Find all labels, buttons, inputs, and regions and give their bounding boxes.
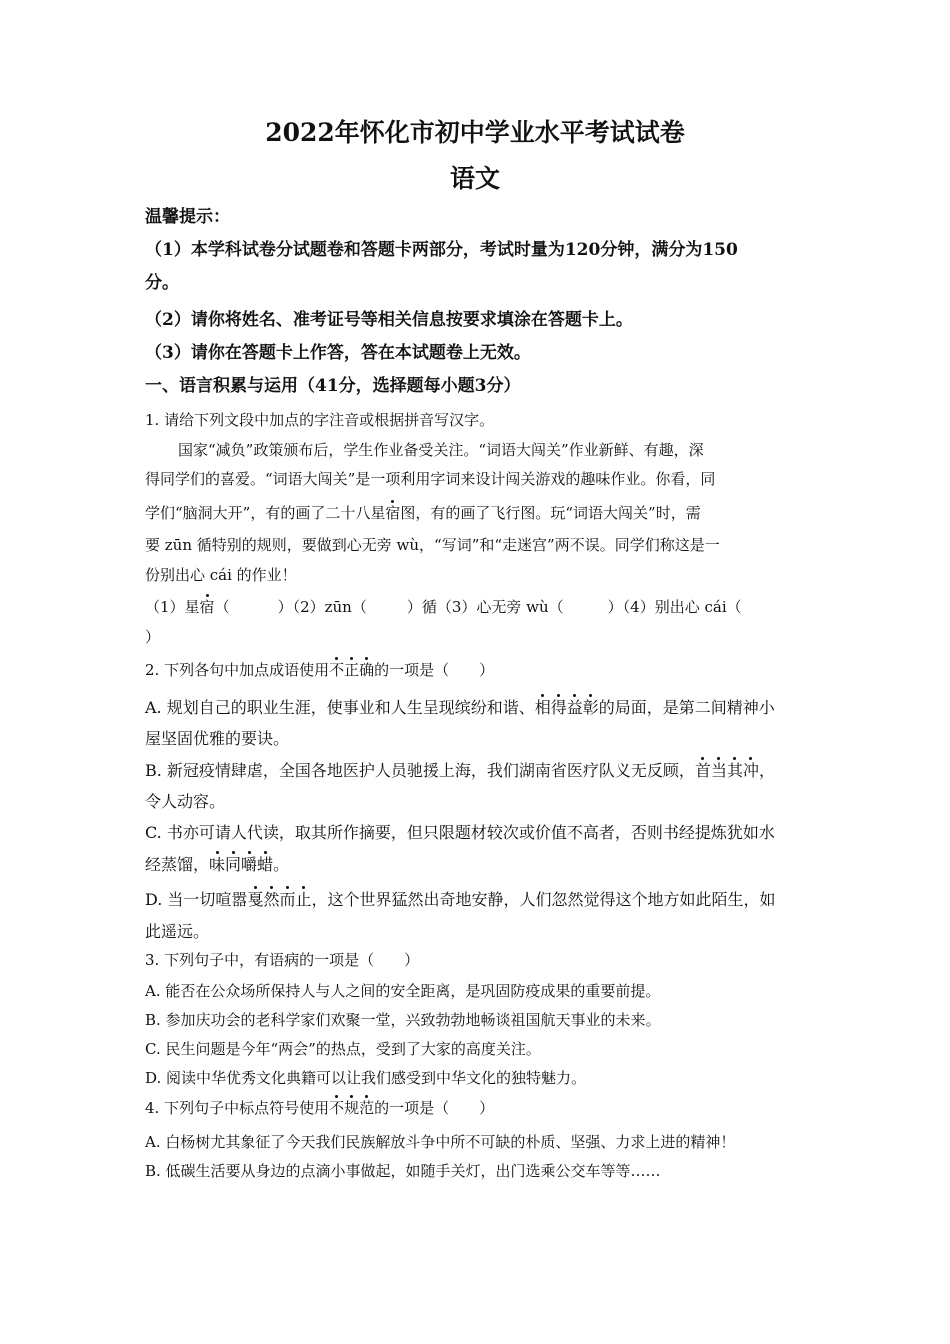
- dotted-char: 宿: [385, 504, 401, 522]
- option-text: 。: [273, 855, 290, 874]
- q1-passage-line: 得同学们的喜爱。“词语大闯关”是一项利用字词来设计闯关游戏的趣味作业。你看，同: [145, 470, 716, 488]
- q2-stem-text: 的一项是（ ）: [374, 661, 495, 679]
- q1-passage-line: [145, 506, 701, 521]
- q2-option-c-cont: [145, 857, 289, 873]
- exam-subject: 语文: [449, 164, 500, 193]
- dotted-char: 然: [263, 890, 280, 909]
- dotted-char: 不: [329, 661, 345, 679]
- option-text: 的局面，是第二间精神小: [598, 698, 775, 717]
- option-text: ，这个世界猛然出奇地安静，人们忽然觉得这个地方如此陌生，如: [311, 890, 776, 909]
- exam-title: 2022年怀化市初中学业水平考试试卷: [265, 118, 685, 147]
- dotted-char: 同: [225, 855, 242, 874]
- tips-line-3: （3）请你在答题卡上作答，答在本试题卷上无效。: [145, 343, 531, 363]
- section-1-heading: 一、语言积累与运用（41分，选择题每小题3分）: [145, 376, 521, 396]
- q2-option-c: C. 书亦可请人代读，取其所作摘要，但只限题材较次或价值不高者，否则书经提炼犹如水: [145, 823, 775, 842]
- q2-option-d-cont: 此遥远。: [145, 922, 210, 941]
- q2-option-a-cont: 屋坚固优雅的要诀。: [145, 729, 290, 748]
- q2-option-d: [145, 892, 776, 908]
- q3-option-d: D. 阅读中华优秀文化典籍可以让我们感受到中华文化的独特魅力。: [145, 1069, 587, 1087]
- q1-passage-line: 国家“减负”政策颁布后，学生作业备受关注。“词语大闯关”作业新鲜、有趣，深: [178, 441, 704, 459]
- q2-option-b-cont: 令人动容。: [145, 792, 226, 811]
- q1-answer-text: ）（4）别出心 cái（: [607, 598, 742, 616]
- dotted-char: 其: [726, 761, 743, 780]
- dotted-char: 蜡: [257, 855, 274, 874]
- dotted-char: 当: [710, 761, 727, 780]
- option-text: A. 规划自己的职业生涯，使事业和人生呈现缤纷和谐、: [145, 698, 535, 717]
- dotted-char: 首: [694, 761, 711, 780]
- q4-stem-text: 的一项是（ ）: [374, 1099, 495, 1117]
- dotted-char: 正: [344, 661, 360, 679]
- option-text: B. 新冠疫情肆虐，全国各地医护人员驰援上海，我们湖南省医疗队义无反顾，: [145, 761, 695, 780]
- q1-answer-line: [145, 600, 742, 615]
- q4-option-a: A. 白杨树尤其象征了今天我们民族解放斗争中所不可缺的朴质、坚强、力求上进的精神！: [145, 1133, 736, 1151]
- q1-stem: 1. 请给下列文段中加点的字注音或根据拼音写汉字。: [145, 411, 495, 429]
- q1-passage-line: 份别出心 cái 的作业！: [145, 566, 297, 584]
- dotted-char: 彰: [582, 698, 599, 717]
- q4-stem-text: 4. 下列句子中标点符号使用: [145, 1099, 330, 1117]
- dotted-char: 益: [566, 698, 583, 717]
- dotted-char: 相: [534, 698, 551, 717]
- q3-option-a: A. 能否在公众场所保持人与人之间的安全距离，是巩固防疫成果的重要前提。: [145, 982, 661, 1000]
- dotted-char: 止: [295, 890, 312, 909]
- q2-option-b: [145, 763, 775, 779]
- tips-line-1: （1）本学科试卷分试题卷和答题卡两部分，考试时量为120分钟，满分为150: [145, 240, 738, 260]
- q1-passage-line: 要 zūn 循特别的规则，要做到心无旁 wù，“写词”和“走迷宫”两不误。同学们称这是一: [145, 536, 720, 554]
- q3-option-b: B. 参加庆功会的老科学家们欢聚一堂，兴致勃勃地畅谈祖国航天事业的未来。: [145, 1011, 661, 1029]
- dotted-char: 规: [344, 1099, 360, 1117]
- q1-answer-text: （: [214, 598, 230, 616]
- dotted-char: 不: [329, 1099, 345, 1117]
- q4-stem: [145, 1101, 494, 1116]
- option-text: ，: [759, 761, 776, 780]
- q1-answer-text: ）（2）zūn（: [277, 598, 367, 616]
- dotted-char: 得: [550, 698, 567, 717]
- q1-passage-text: 学们“脑洞大开”，有的画了二十八星: [145, 504, 386, 522]
- dotted-char: 味: [209, 855, 226, 874]
- q4-option-b: B. 低碳生活要从身边的点滴小事做起，如随手关灯，出门选乘公交车等等……: [145, 1162, 661, 1180]
- dotted-char: 冲: [742, 761, 759, 780]
- tips-line-2: （2）请你将姓名、准考证号等相关信息按要求填涂在答题卡上。: [145, 310, 633, 330]
- option-text: 经蒸馏，: [145, 855, 210, 874]
- q2-stem-text: 2. 下列各句中加点成语使用: [145, 661, 330, 679]
- q2-stem: [145, 663, 494, 678]
- q3-option-c: C. 民生问题是今年“两会”的热点，受到了大家的高度关注。: [145, 1040, 541, 1058]
- q1-answer-text: （1）星: [145, 598, 200, 616]
- q3-stem: 3. 下列句子中，有语病的一项是（ ）: [145, 951, 420, 969]
- tips-heading: 温馨提示：: [145, 207, 230, 227]
- q1-answer-text: ）循（3）心无旁 wù（: [406, 598, 564, 616]
- option-text: D. 当一切喧嚣: [145, 890, 248, 909]
- dotted-char: 戛: [247, 890, 264, 909]
- tips-line-1-cont: 分。: [145, 273, 179, 293]
- q1-answer-line-end: ）: [145, 628, 161, 646]
- dotted-char: 范: [359, 1099, 375, 1117]
- dotted-char: 宿: [199, 598, 215, 616]
- dotted-char: 确: [359, 661, 375, 679]
- dotted-char: 嚼: [241, 855, 258, 874]
- q1-passage-text: 图，有的画了飞行图。玩“词语大闯关”时，需: [400, 504, 701, 522]
- q2-option-a: [145, 700, 775, 716]
- dotted-char: 而: [279, 890, 296, 909]
